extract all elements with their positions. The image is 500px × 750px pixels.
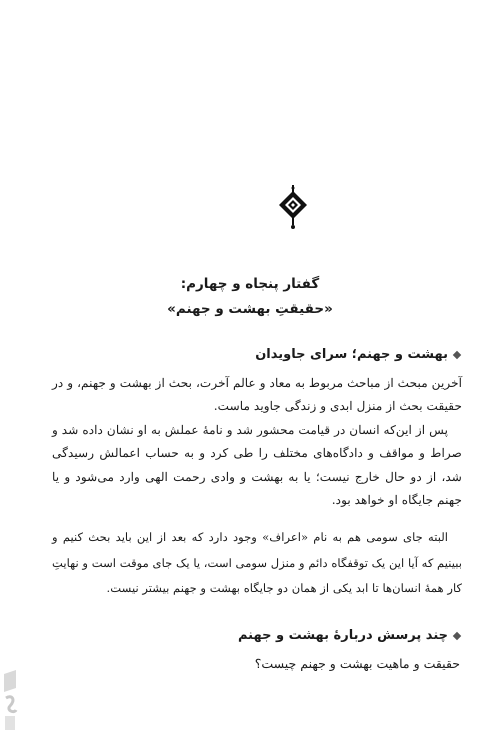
bullet-icon [453, 350, 461, 358]
section-heading [255, 347, 460, 362]
section-heading-text: بهشت و جهنم؛ سرای جاویدان [255, 347, 448, 362]
chapter-title: «حقیقتِ بهشت و جهنم» [167, 301, 333, 317]
question-text: حقیقت و ماهیت بهشت و جهنم چیست؟ [254, 656, 460, 671]
section-heading [238, 628, 460, 643]
paragraph: البته جای سومی هم به نام «اعراف» وجود دارد که بعد از این باید بحث کنیم و ببینیم که آیا این یک توقفگاه دائم و منزل سومی است، یا یک جای موقت است و نهایتِ کار همهٔ انسان‌ها تا ابد یکی از همان دو جایگاه بهشت و جهنم بیشتر نیست. [52, 530, 462, 595]
bullet-icon [453, 631, 461, 639]
paragraph: پس از این‌که انسان در قیامت محشور شد و نامهٔ عملش به او نشان داده شد و صراط و مواقف و دادگاه‌های مختلف را طی کرد و به حساب اعمالش رسیدگی شد، از دو حال خارج نیست؛ یا به بهشت و وادی رحمت الهی وارد می‌شود و یا جهنم جایگاه او خواهد بود. [52, 423, 462, 507]
publisher-logo-icon [0, 664, 22, 734]
ornament-icon [273, 185, 313, 235]
chapter-label: گفتار پنجاه و چهارم: [180, 276, 320, 292]
section-heading-text: چند پرسش دربارهٔ بهشت و جهنم [237, 628, 448, 643]
paragraph: آخرین مبحث از مباحث مربوط به معاد و عالم آخرت، بحث از بهشت و جهنم، و در حقیقت بحث از منزل ابدی و زندگی جاوید ماست. [52, 376, 462, 414]
